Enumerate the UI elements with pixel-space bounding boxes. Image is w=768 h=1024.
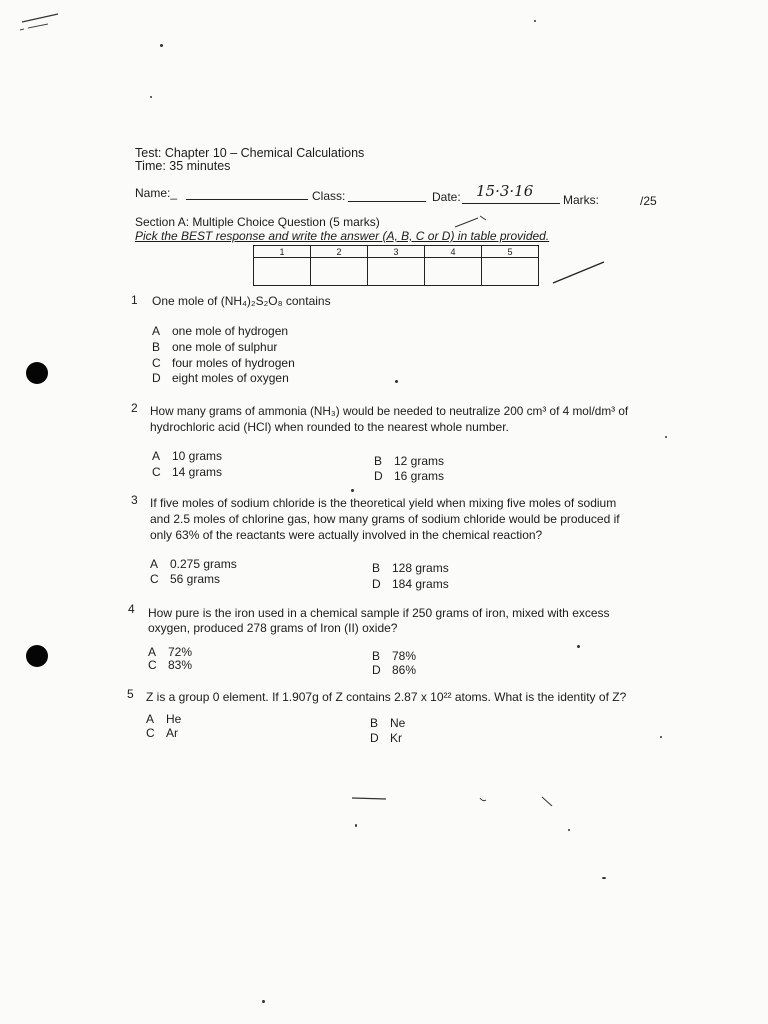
option <box>374 469 444 484</box>
speck <box>660 736 662 738</box>
answer-cell[interactable] <box>425 258 482 286</box>
option-letter: D <box>372 577 381 591</box>
date-label: Date: <box>432 190 461 204</box>
option <box>146 712 181 727</box>
option-letter: A <box>146 712 155 726</box>
option-text: one mole of sulphur <box>172 340 278 354</box>
pen-dash <box>352 798 386 799</box>
option-letter: B <box>374 454 383 468</box>
speck <box>665 436 667 438</box>
option <box>152 465 222 480</box>
marks-label: Marks: <box>563 193 599 207</box>
option-text: 128 grams <box>392 561 449 575</box>
top-left-scribble <box>22 14 58 22</box>
option-letter: B <box>372 561 381 575</box>
date-field[interactable] <box>462 203 560 204</box>
pen-squiggle <box>455 216 486 227</box>
option <box>372 649 416 664</box>
option-text: 0.275 grams <box>170 557 237 571</box>
section-instruction: Pick the BEST response and write the answer (A, B, C or D) in table provided. <box>135 229 550 243</box>
answer-cell[interactable] <box>482 258 539 286</box>
option-text: four moles of hydrogen <box>172 356 295 370</box>
marks-total: /25 <box>640 194 657 208</box>
option <box>152 449 222 464</box>
option-letter: C <box>152 356 161 370</box>
punch-hole <box>26 645 48 667</box>
option-letter: C <box>150 572 159 586</box>
test-title: Test: Chapter 10 – Chemical Calculations <box>135 146 365 160</box>
option <box>374 454 444 469</box>
option-text: 16 grams <box>394 469 445 483</box>
name-field[interactable] <box>186 199 308 200</box>
option-letter: C <box>146 726 155 740</box>
option-letter: D <box>374 469 383 483</box>
question-text: Z is a group 0 element. If 1.907g of Z contains 2.87 x 10²² atoms. What is the identity of Z? <box>146 690 627 704</box>
class-field[interactable] <box>348 201 426 202</box>
option-text: 14 grams <box>172 465 223 479</box>
answer-header: 5 <box>482 246 539 258</box>
answer-header: 2 <box>311 246 368 258</box>
option-text: Ne <box>390 716 406 730</box>
answer-cell[interactable] <box>254 258 311 286</box>
option-letter: A <box>148 645 157 659</box>
option-letter: A <box>152 449 161 463</box>
option-text: eight moles of oxygen <box>172 371 289 385</box>
option <box>152 340 277 355</box>
question-number: 3 <box>131 493 138 507</box>
option <box>152 371 289 386</box>
question-text: oxygen, produced 278 grams of Iron (II) oxide? <box>148 621 398 635</box>
option-letter: D <box>370 731 379 745</box>
option-letter: A <box>150 557 159 571</box>
question-number: 2 <box>131 401 138 415</box>
answer-header: 4 <box>425 246 482 258</box>
option <box>152 356 295 371</box>
question-number: 4 <box>128 602 135 616</box>
speck <box>150 96 152 98</box>
pen-stroke <box>553 262 604 283</box>
test-time: Time: 35 minutes <box>135 159 231 173</box>
option-text: 86% <box>392 663 417 677</box>
question-text: and 2.5 moles of chlorine gas, how many grams of sodium chloride would be produced if <box>150 512 620 526</box>
option-text: 184 grams <box>392 577 449 591</box>
speck <box>351 489 354 492</box>
question-text: If five moles of sodium chloride is the theoretical yield when mixing five moles of sodium <box>150 496 617 510</box>
option-letter: B <box>372 649 381 663</box>
question-number: 5 <box>127 687 134 701</box>
speck <box>160 44 163 47</box>
option-letter: D <box>372 663 381 677</box>
question-text: How many grams of ammonia (NH₃) would be needed to neutralize 200 cm³ of 4 mol/dm³ of <box>150 404 629 418</box>
option-text: 12 grams <box>394 454 445 468</box>
speck <box>262 1000 265 1003</box>
option <box>372 577 449 592</box>
name-label: Name:_ <box>135 186 178 200</box>
option <box>148 658 192 673</box>
date-value: 15·3·16 <box>476 182 534 200</box>
speck <box>568 829 570 831</box>
speck <box>602 877 606 879</box>
option-text: Ar <box>166 726 178 740</box>
option-text: He <box>166 712 182 726</box>
answer-header: 1 <box>254 246 311 258</box>
option-text: 10 grams <box>172 449 223 463</box>
speck <box>355 824 357 827</box>
option-letter: C <box>152 465 161 479</box>
option-text: 83% <box>168 658 193 672</box>
punch-hole <box>26 362 48 384</box>
option-text: one mole of hydrogen <box>172 324 289 338</box>
question-text: only 63% of the reactants were actually involved in the chemical reaction? <box>150 528 543 542</box>
option-text: 72% <box>168 645 193 659</box>
option <box>150 557 237 572</box>
option-letter: C <box>148 658 157 672</box>
question-text: How pure is the iron used in a chemical sample if 250 grams of iron, mixed with excess <box>148 606 610 620</box>
option <box>152 324 288 339</box>
option <box>372 663 416 678</box>
class-label: Class: <box>312 189 346 203</box>
section-title: Section A: Multiple Choice Question (5 marks) <box>135 215 380 229</box>
option-letter: B <box>370 716 379 730</box>
answer-table <box>253 245 539 286</box>
question-text: One mole of (NH₄)₂S₂O₈ contains <box>152 294 331 308</box>
answer-cell[interactable] <box>368 258 425 286</box>
answer-cell[interactable] <box>311 258 368 286</box>
top-left-scribble-2 <box>28 24 48 28</box>
option <box>370 731 402 746</box>
speck <box>395 380 398 383</box>
option-letter: D <box>152 371 161 385</box>
option-text: 78% <box>392 649 417 663</box>
option-text: Kr <box>390 731 402 745</box>
question-number: 1 <box>131 293 138 307</box>
speck <box>577 645 580 648</box>
answer-header: 3 <box>368 246 425 258</box>
option <box>372 561 449 576</box>
speck <box>534 20 536 22</box>
option <box>370 716 405 731</box>
question-text: hydrochloric acid (HCl) when rounded to the nearest whole number. <box>150 420 509 434</box>
option <box>146 726 178 741</box>
option-letter: A <box>152 324 161 338</box>
option-text: 56 grams <box>170 572 221 586</box>
option-letter: B <box>152 340 161 354</box>
option <box>150 572 220 587</box>
